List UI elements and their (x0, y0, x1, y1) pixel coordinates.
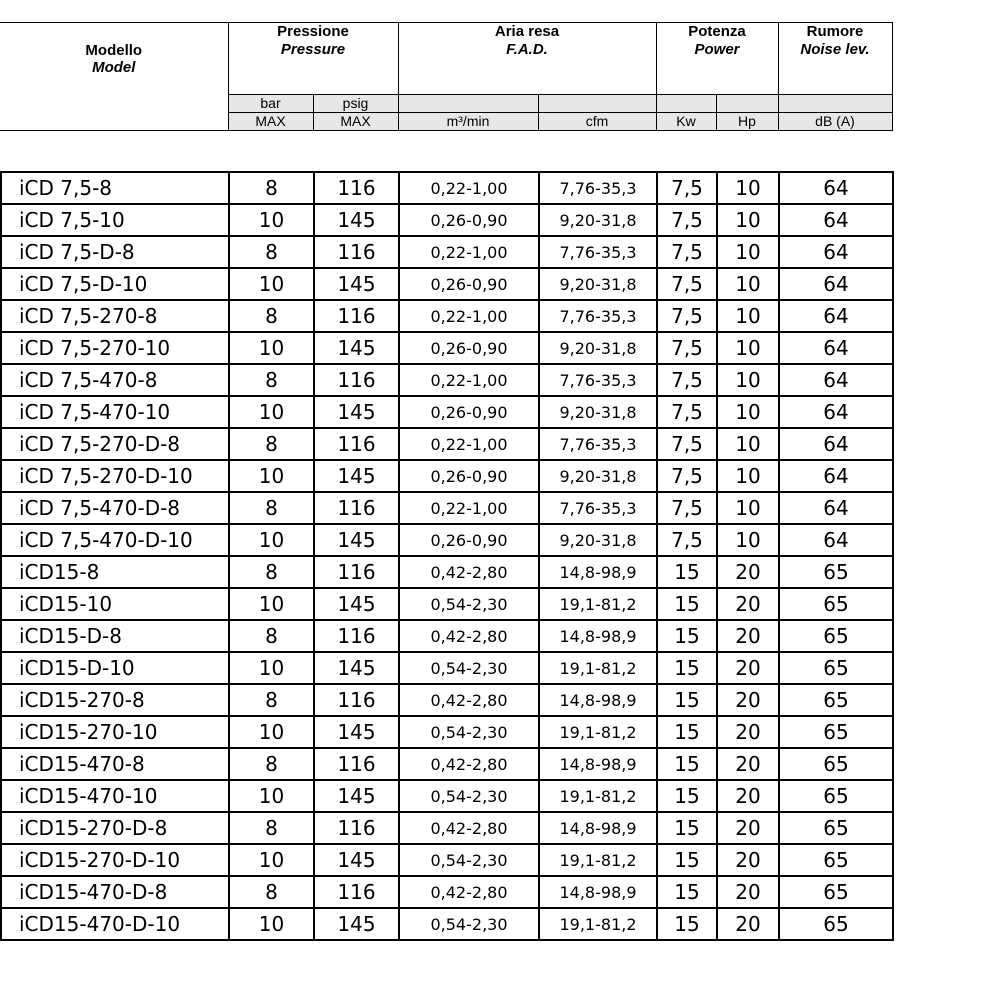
power-hp-cell: 10 (717, 364, 779, 396)
pressure-bar-cell: 8 (229, 492, 314, 524)
fad-cfm-cell: 14,8-98,9 (539, 812, 657, 844)
power-hp-cell: 20 (717, 556, 779, 588)
fad-cfm-cell: 19,1-81,2 (539, 908, 657, 940)
fad-header-it: Aria resa (398, 23, 656, 41)
model-cell: iCD15-470-10 (1, 780, 229, 812)
pressure-psig-cell: 145 (314, 268, 399, 300)
fad-m3min-cell: 0,22-1,00 (399, 364, 539, 396)
noise-cell: 64 (779, 172, 893, 204)
fad-cfm-cell: 9,20-31,8 (539, 204, 657, 236)
noise-header-it: Rumore (778, 23, 892, 41)
pressure-bar-cell: 10 (229, 460, 314, 492)
pressure-psig-cell: 145 (314, 844, 399, 876)
pressure-bar-cell: 8 (229, 236, 314, 268)
unit-blank-5 (778, 95, 892, 113)
table-row (1, 588, 893, 620)
pressure-bar-cell: 8 (229, 812, 314, 844)
model-header-blank (0, 95, 228, 131)
power-hp-cell: 10 (717, 204, 779, 236)
power-kw-cell: 15 (657, 588, 717, 620)
fad-cfm-cell: 14,8-98,9 (539, 748, 657, 780)
power-kw-cell: 15 (657, 780, 717, 812)
fad-m3min-cell: 0,26-0,90 (399, 524, 539, 556)
spec-table-header (0, 22, 893, 141)
power-hp-cell: 10 (717, 524, 779, 556)
unit-kw: Kw (656, 113, 716, 131)
table-row (1, 556, 893, 588)
fad-header-en: F.A.D. (398, 41, 656, 95)
power-kw-cell: 15 (657, 652, 717, 684)
power-hp-cell: 20 (717, 812, 779, 844)
model-cell: iCD15-270-D-10 (1, 844, 229, 876)
pressure-psig-cell: 116 (314, 556, 399, 588)
model-cell: iCD15-470-D-8 (1, 876, 229, 908)
power-hp-cell: 20 (717, 588, 779, 620)
pressure-psig-cell: 145 (314, 524, 399, 556)
fad-m3min-cell: 0,22-1,00 (399, 492, 539, 524)
power-hp-cell: 10 (717, 492, 779, 524)
pressure-psig-cell: 145 (314, 332, 399, 364)
power-kw-cell: 7,5 (657, 300, 717, 332)
model-cell: iCD 7,5-D-8 (1, 236, 229, 268)
fad-cfm-cell: 19,1-81,2 (539, 652, 657, 684)
model-header-en: Model (92, 58, 136, 76)
pressure-bar-cell: 10 (229, 268, 314, 300)
power-hp-cell: 10 (717, 396, 779, 428)
table-row (1, 844, 893, 876)
table-row (1, 812, 893, 844)
pressure-psig-cell: 145 (314, 588, 399, 620)
power-kw-cell: 15 (657, 812, 717, 844)
noise-cell: 64 (779, 332, 893, 364)
fad-cfm-cell: 14,8-98,9 (539, 876, 657, 908)
table-row (1, 652, 893, 684)
table-row (1, 492, 893, 524)
table-row (1, 428, 893, 460)
noise-cell: 64 (779, 364, 893, 396)
model-cell: iCD 7,5-470-D-10 (1, 524, 229, 556)
fad-cfm-cell: 19,1-81,2 (539, 844, 657, 876)
power-hp-cell: 20 (717, 620, 779, 652)
pressure-bar-cell: 8 (229, 300, 314, 332)
fad-cfm-cell: 9,20-31,8 (539, 268, 657, 300)
model-cell: iCD15-10 (1, 588, 229, 620)
spec-table-body (0, 171, 894, 941)
pressure-psig-cell: 116 (314, 300, 399, 332)
model-cell: iCD15-8 (1, 556, 229, 588)
fad-cfm-cell: 19,1-81,2 (539, 716, 657, 748)
power-kw-cell: 15 (657, 620, 717, 652)
fad-m3min-cell: 0,22-1,00 (399, 172, 539, 204)
pressure-bar-cell: 8 (229, 620, 314, 652)
unit-psig-max: MAX (313, 113, 398, 131)
power-kw-cell: 7,5 (657, 364, 717, 396)
pressure-bar-cell: 8 (229, 428, 314, 460)
noise-cell: 64 (779, 428, 893, 460)
model-cell: iCD15-270-10 (1, 716, 229, 748)
noise-cell: 64 (779, 204, 893, 236)
fad-m3min-cell: 0,26-0,90 (399, 204, 539, 236)
fad-m3min-cell: 0,42-2,80 (399, 748, 539, 780)
table-row (1, 236, 893, 268)
power-hp-cell: 10 (717, 460, 779, 492)
table-row (1, 204, 893, 236)
fad-cfm-cell: 19,1-81,2 (539, 588, 657, 620)
fad-cfm-cell: 14,8-98,9 (539, 684, 657, 716)
table-row (1, 524, 893, 556)
noise-cell: 65 (779, 652, 893, 684)
power-kw-cell: 7,5 (657, 236, 717, 268)
noise-cell: 64 (779, 460, 893, 492)
power-kw-cell: 7,5 (657, 204, 717, 236)
power-kw-cell: 7,5 (657, 428, 717, 460)
fad-m3min-cell: 0,22-1,00 (399, 428, 539, 460)
power-hp-cell: 10 (717, 300, 779, 332)
model-cell: iCD 7,5-270-10 (1, 332, 229, 364)
table-row (1, 300, 893, 332)
power-hp-cell: 20 (717, 716, 779, 748)
fad-m3min-cell: 0,54-2,30 (399, 588, 539, 620)
table-row (1, 780, 893, 812)
noise-cell: 64 (779, 300, 893, 332)
pressure-bar-cell: 8 (229, 684, 314, 716)
power-kw-cell: 15 (657, 908, 717, 940)
power-kw-cell: 15 (657, 556, 717, 588)
unit-psig: psig (313, 95, 398, 113)
noise-cell: 65 (779, 556, 893, 588)
power-kw-cell: 15 (657, 876, 717, 908)
pressure-psig-cell: 116 (314, 492, 399, 524)
model-cell: iCD 7,5-D-10 (1, 268, 229, 300)
fad-m3min-cell: 0,42-2,80 (399, 812, 539, 844)
power-header-en: Power (656, 41, 778, 95)
unit-hp: Hp (716, 113, 778, 131)
noise-cell: 65 (779, 620, 893, 652)
power-kw-cell: 15 (657, 844, 717, 876)
fad-cfm-cell: 7,76-35,3 (539, 172, 657, 204)
power-kw-cell: 15 (657, 748, 717, 780)
model-header (0, 23, 228, 95)
power-kw-cell: 7,5 (657, 524, 717, 556)
fad-m3min-cell: 0,22-1,00 (399, 300, 539, 332)
noise-cell: 64 (779, 396, 893, 428)
unit-m3min: m³/min (398, 113, 538, 131)
fad-cfm-cell: 7,76-35,3 (539, 364, 657, 396)
power-hp-cell: 10 (717, 268, 779, 300)
pressure-psig-cell: 145 (314, 204, 399, 236)
power-kw-cell: 7,5 (657, 172, 717, 204)
model-cell: iCD15-270-D-8 (1, 812, 229, 844)
fad-m3min-cell: 0,42-2,80 (399, 556, 539, 588)
power-kw-cell: 15 (657, 684, 717, 716)
pressure-bar-cell: 10 (229, 204, 314, 236)
table-row (1, 396, 893, 428)
fad-cfm-cell: 14,8-98,9 (539, 620, 657, 652)
table-row (1, 716, 893, 748)
noise-cell: 65 (779, 748, 893, 780)
model-header-it: Modello (85, 41, 143, 59)
power-hp-cell: 10 (717, 172, 779, 204)
pressure-bar-cell: 10 (229, 588, 314, 620)
table-row (1, 268, 893, 300)
power-kw-cell: 7,5 (657, 492, 717, 524)
power-kw-cell: 7,5 (657, 396, 717, 428)
model-cell: iCD 7,5-470-10 (1, 396, 229, 428)
unit-blank-2 (538, 95, 656, 113)
table-row (1, 172, 893, 204)
spacer-row (0, 131, 228, 142)
noise-cell: 65 (779, 684, 893, 716)
fad-cfm-cell: 7,76-35,3 (539, 300, 657, 332)
fad-m3min-cell: 0,54-2,30 (399, 780, 539, 812)
model-cell: iCD 7,5-10 (1, 204, 229, 236)
power-hp-cell: 10 (717, 428, 779, 460)
model-cell: iCD 7,5-270-D-10 (1, 460, 229, 492)
noise-header-en: Noise lev. (778, 41, 892, 95)
pressure-header-it: Pressione (228, 23, 398, 41)
model-cell: iCD15-470-D-10 (1, 908, 229, 940)
pressure-psig-cell: 116 (314, 812, 399, 844)
fad-cfm-cell: 14,8-98,9 (539, 556, 657, 588)
fad-m3min-cell: 0,42-2,80 (399, 620, 539, 652)
pressure-bar-cell: 10 (229, 908, 314, 940)
noise-cell: 65 (779, 716, 893, 748)
power-hp-cell: 20 (717, 684, 779, 716)
fad-cfm-cell: 9,20-31,8 (539, 524, 657, 556)
pressure-bar-cell: 10 (229, 652, 314, 684)
power-hp-cell: 20 (717, 748, 779, 780)
pressure-bar-cell: 8 (229, 364, 314, 396)
spacer-row-rest (228, 131, 892, 142)
pressure-bar-cell: 10 (229, 780, 314, 812)
model-cell: iCD15-D-8 (1, 620, 229, 652)
pressure-psig-cell: 116 (314, 620, 399, 652)
table-row (1, 620, 893, 652)
fad-cfm-cell: 9,20-31,8 (539, 396, 657, 428)
fad-cfm-cell: 7,76-35,3 (539, 428, 657, 460)
power-hp-cell: 20 (717, 844, 779, 876)
pressure-psig-cell: 145 (314, 908, 399, 940)
model-cell: iCD15-270-8 (1, 684, 229, 716)
power-header-it: Potenza (656, 23, 778, 41)
table-row (1, 364, 893, 396)
unit-blank-3 (656, 95, 716, 113)
pressure-bar-cell: 10 (229, 332, 314, 364)
fad-m3min-cell: 0,54-2,30 (399, 844, 539, 876)
fad-m3min-cell: 0,26-0,90 (399, 268, 539, 300)
power-hp-cell: 20 (717, 780, 779, 812)
noise-cell: 64 (779, 268, 893, 300)
fad-cfm-cell: 9,20-31,8 (539, 332, 657, 364)
unit-blank-1 (398, 95, 538, 113)
pressure-header-en: Pressure (228, 41, 398, 95)
noise-cell: 64 (779, 492, 893, 524)
model-cell: iCD 7,5-470-8 (1, 364, 229, 396)
fad-m3min-cell: 0,42-2,80 (399, 876, 539, 908)
noise-cell: 65 (779, 908, 893, 940)
fad-cfm-cell: 9,20-31,8 (539, 460, 657, 492)
model-cell: iCD 7,5-270-D-8 (1, 428, 229, 460)
noise-cell: 65 (779, 812, 893, 844)
noise-cell: 64 (779, 236, 893, 268)
pressure-bar-cell: 10 (229, 844, 314, 876)
pressure-psig-cell: 116 (314, 876, 399, 908)
fad-m3min-cell: 0,26-0,90 (399, 460, 539, 492)
table-row (1, 460, 893, 492)
pressure-psig-cell: 116 (314, 172, 399, 204)
power-kw-cell: 7,5 (657, 332, 717, 364)
unit-blank-4 (716, 95, 778, 113)
table-row (1, 332, 893, 364)
pressure-bar-cell: 10 (229, 396, 314, 428)
noise-cell: 64 (779, 524, 893, 556)
noise-cell: 65 (779, 844, 893, 876)
pressure-psig-cell: 145 (314, 396, 399, 428)
power-hp-cell: 20 (717, 908, 779, 940)
model-cell: iCD 7,5-8 (1, 172, 229, 204)
pressure-bar-cell: 8 (229, 172, 314, 204)
pressure-psig-cell: 116 (314, 748, 399, 780)
table-row (1, 684, 893, 716)
unit-bar: bar (228, 95, 313, 113)
noise-cell: 65 (779, 876, 893, 908)
pressure-bar-cell: 8 (229, 876, 314, 908)
power-hp-cell: 10 (717, 236, 779, 268)
model-cell: iCD 7,5-270-8 (1, 300, 229, 332)
model-cell: iCD15-D-10 (1, 652, 229, 684)
unit-bar-max: MAX (228, 113, 313, 131)
table-row (1, 748, 893, 780)
pressure-bar-cell: 10 (229, 716, 314, 748)
noise-cell: 65 (779, 588, 893, 620)
fad-m3min-cell: 0,22-1,00 (399, 236, 539, 268)
unit-cfm: cfm (538, 113, 656, 131)
model-cell: iCD 7,5-470-D-8 (1, 492, 229, 524)
pressure-psig-cell: 116 (314, 428, 399, 460)
pressure-bar-cell: 8 (229, 748, 314, 780)
unit-dba: dB (A) (778, 113, 892, 131)
pressure-psig-cell: 145 (314, 716, 399, 748)
fad-m3min-cell: 0,26-0,90 (399, 332, 539, 364)
power-hp-cell: 10 (717, 332, 779, 364)
pressure-psig-cell: 145 (314, 652, 399, 684)
pressure-bar-cell: 10 (229, 524, 314, 556)
power-kw-cell: 15 (657, 716, 717, 748)
noise-cell: 65 (779, 780, 893, 812)
power-hp-cell: 20 (717, 876, 779, 908)
fad-m3min-cell: 0,54-2,30 (399, 716, 539, 748)
fad-cfm-cell: 7,76-35,3 (539, 236, 657, 268)
table-row (1, 876, 893, 908)
fad-cfm-cell: 19,1-81,2 (539, 780, 657, 812)
pressure-psig-cell: 116 (314, 364, 399, 396)
pressure-psig-cell: 116 (314, 684, 399, 716)
model-cell: iCD15-470-8 (1, 748, 229, 780)
pressure-bar-cell: 8 (229, 556, 314, 588)
fad-m3min-cell: 0,26-0,90 (399, 396, 539, 428)
pressure-psig-cell: 145 (314, 460, 399, 492)
fad-m3min-cell: 0,54-2,30 (399, 652, 539, 684)
fad-cfm-cell: 7,76-35,3 (539, 492, 657, 524)
pressure-psig-cell: 145 (314, 780, 399, 812)
power-kw-cell: 7,5 (657, 460, 717, 492)
fad-m3min-cell: 0,42-2,80 (399, 684, 539, 716)
power-hp-cell: 20 (717, 652, 779, 684)
fad-m3min-cell: 0,54-2,30 (399, 908, 539, 940)
power-kw-cell: 7,5 (657, 268, 717, 300)
table-row (1, 908, 893, 940)
pressure-psig-cell: 116 (314, 236, 399, 268)
